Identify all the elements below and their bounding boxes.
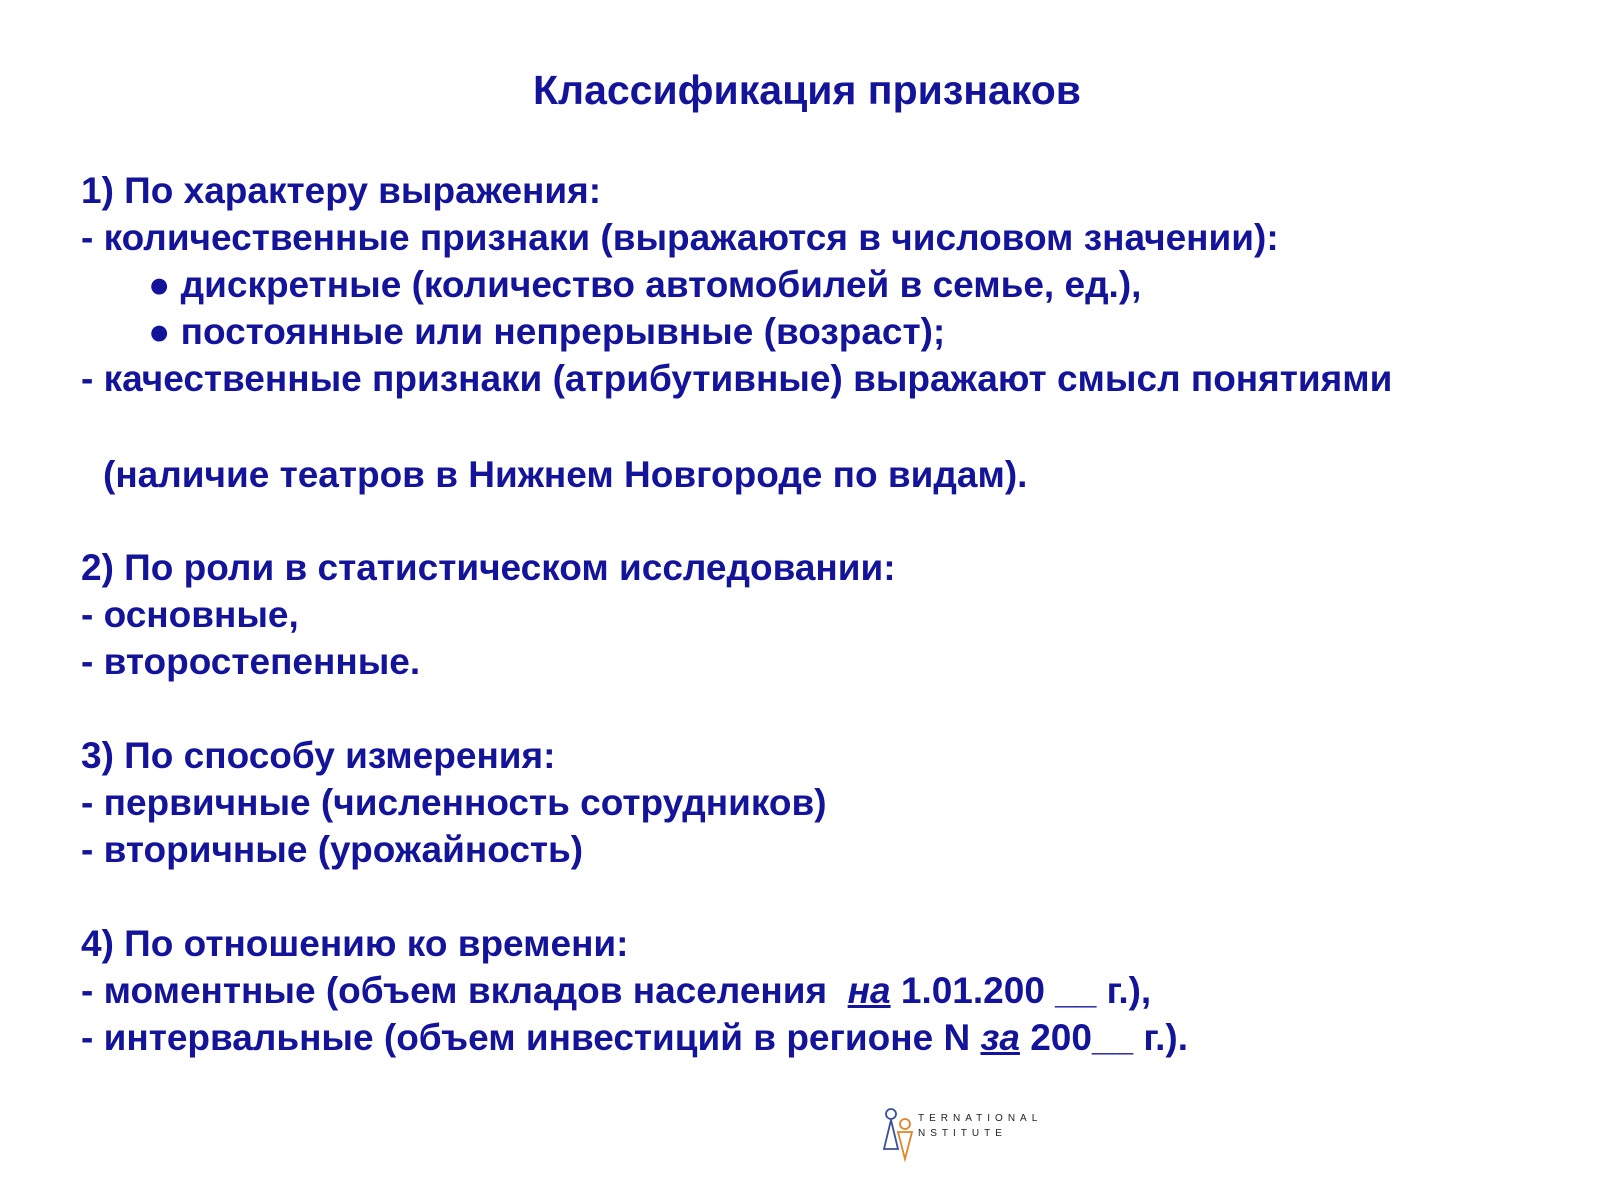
interval-text-post: 200__ г.). — [1019, 1017, 1188, 1058]
discrete-bullet: ● дискретные (количество автомобилей в семье, ед.), — [148, 264, 1142, 305]
qualitative-example: (наличие театров в Нижнем Новгороде по видам). — [103, 454, 1028, 495]
quantitative-item: - количественные признаки (выражаются в числовом значении): — [81, 217, 1279, 258]
interval-text-pre: - интервальные (объем инвестиций в регионе N — [81, 1017, 981, 1058]
international-institute-logo — [880, 1107, 1050, 1167]
interval-emphasis: за — [980, 1017, 1020, 1058]
logo-line-1: TERNATIONAL — [918, 1113, 1043, 1124]
interval-item — [81, 1015, 1188, 1061]
logo-figures-icon — [880, 1107, 920, 1167]
secondary-role-item: - второстепенные. — [81, 641, 421, 682]
logo-line-2: NSTITUTE — [918, 1128, 1007, 1139]
section-4-heading: 4) По отношению ко времени: — [81, 923, 629, 964]
section-2-heading: 2) По роли в статистическом исследовании: — [81, 547, 896, 588]
qualitative-item: - качественные признаки (атрибутивные) выражают смысл понятиями — [81, 358, 1393, 399]
continuous-bullet: ● постоянные или непрерывные (возраст); — [148, 311, 946, 352]
primary-role-item: - основные, — [81, 594, 299, 635]
primary-measure-item: - первичные (численность сотрудников) — [81, 782, 827, 823]
moment-emphasis: на — [847, 970, 891, 1011]
moment-item — [81, 968, 1151, 1014]
section-3-heading: 3) По способу измерения: — [81, 735, 556, 776]
section-1-heading: 1) По характеру выражения: — [81, 170, 602, 211]
moment-text-post: 1.01.200 __ г.), — [890, 970, 1152, 1011]
slide-title: Классификация признаков — [533, 67, 1081, 113]
secondary-measure-item: - вторичные (урожайность) — [81, 829, 584, 870]
moment-text-pre: - моментные (объем вкладов населения — [81, 970, 848, 1011]
